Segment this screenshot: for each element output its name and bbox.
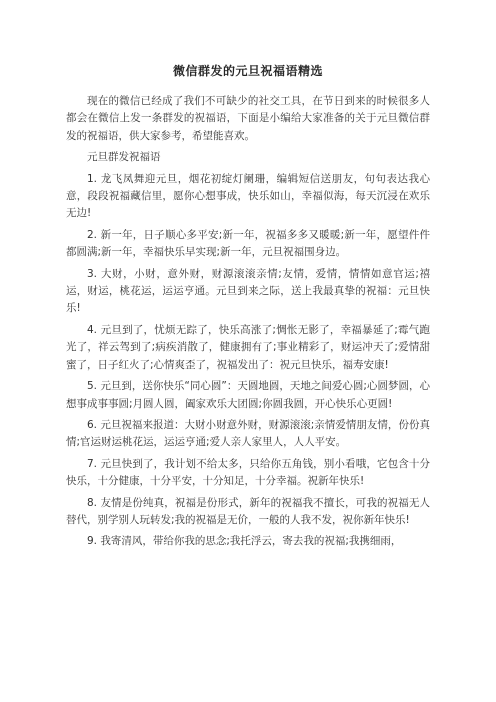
page-title: 微信群发的元旦祝福语精选 xyxy=(172,64,323,78)
section-heading: 元旦群发祝福语 xyxy=(87,151,161,164)
list-item: 3. 大财，小财，意外财，财源滚滚亲情;友情，爱情，情情如意官运;禧运，财运，桃花运，运运亨通。元旦到来之际，送上我最真挚的祝福：元旦快乐! xyxy=(66,267,430,315)
list-item: 1. 龙飞凤舞迎元旦，烟花初绽灯阑珊，编辑短信送朋友，句句表达我心意，段段祝福藏信里，愿你心想事成，快乐如山，幸福似海，每天沉浸在欢乐无边! xyxy=(66,172,430,220)
list-item: 8. 友情是份纯真，祝福是份形式，新年的祝福我不擅长，可我的祝福无人替代，别学别人玩转发;我的祝福是无价，一般的人我不发，祝你新年快乐! xyxy=(66,496,430,526)
list-item: 2. 新一年，日子顺心多平安;新一年，祝福多多又暖暖;新一年，愿望件件都圆满;新一年，幸福快乐早实现;新一年，元旦祝福围身边。 xyxy=(66,228,430,259)
list-item: 4. 元旦到了，忧烦无踪了，快乐高涨了;惆怅无影了，幸福暴延了;霉气跑光了，祥云驾到了;病疾消散了，健康拥有了;事业精彩了，财运冲天了;爱情甜蜜了，日子红火了;心情爽歪了，祝福发出了：祝元旦快乐，福寿安康! xyxy=(66,323,430,371)
list-item: 7. 元旦快到了，我计划不给太多，只给你五角钱，别小看哦，它包含十分快乐，十分健康，十分平安，十分知足，十分幸福。祝新年快乐! xyxy=(66,457,430,488)
list-item: 5. 元旦到，送你快乐“同心圆”：天圆地圆，天地之间爱心圆;心圆梦圆，心想事成事事圆;月圆人圆，阖家欢乐大团圆;你圆我圆，开心快乐心更圆! xyxy=(66,380,430,410)
list-item: 9. 我寄清风，带给你我的思念;我托浮云，寄去我的祝福;我携细雨， xyxy=(87,535,402,548)
list-item: 6. 元旦祝福来报道：大财小财意外财，财源滚滚;亲情爱情朋友情，份份真情;官运财运桃花运，运运亨通;爱人亲人家里人，人人平安。 xyxy=(66,418,430,449)
intro-paragraph: 现在的微信已经成了我们不可缺少的社交工具，在节日到来的时候很多人都会在微信上发一条群发的祝福语，下面是小编给大家准备的关于元旦微信群发的祝福语，供大家参考，希望能喜欢。 xyxy=(66,95,430,142)
document-page xyxy=(66,62,430,555)
